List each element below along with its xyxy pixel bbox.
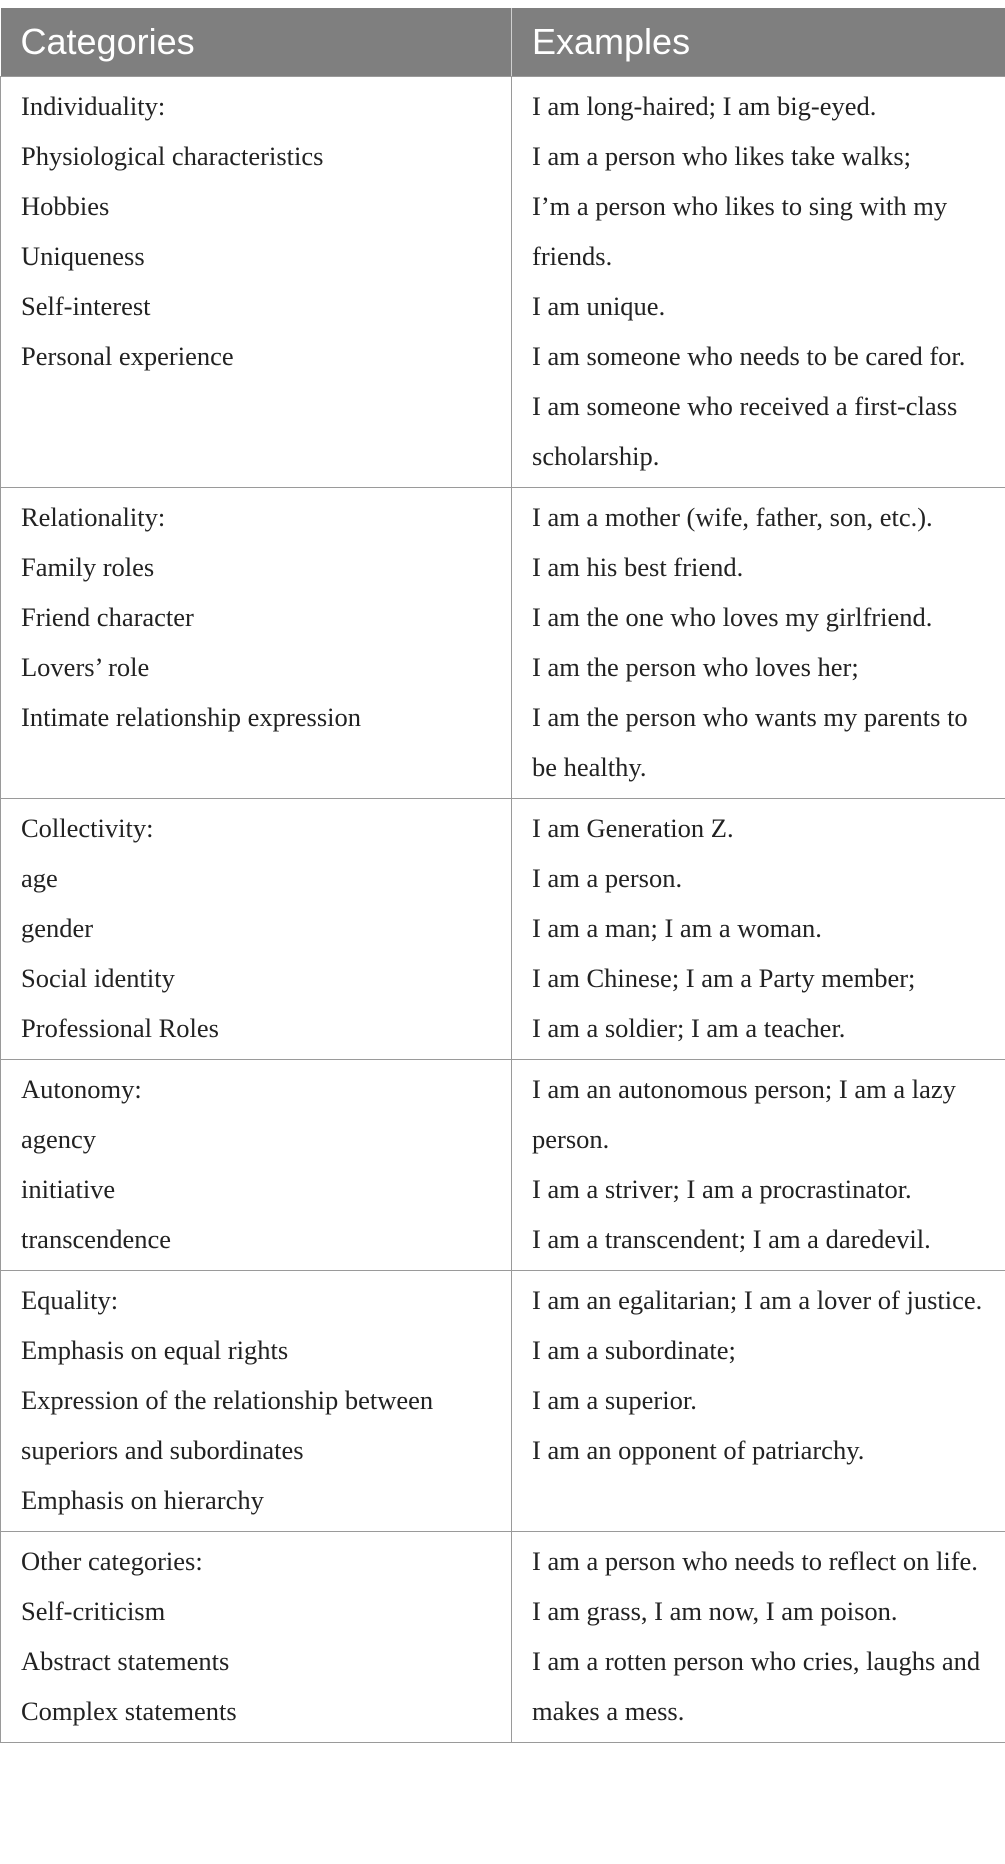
category-line: Equality: — [21, 1285, 119, 1315]
example-line: I am his best friend. — [532, 552, 744, 582]
categories-cell — [1, 799, 512, 1060]
examples-cell — [512, 799, 1005, 1060]
example-line: I am an autonomous person; I am a lazy person. — [532, 1074, 956, 1154]
example-line: I am a superior. — [532, 1385, 697, 1415]
categories-cell — [1, 1271, 512, 1532]
category-line: initiative — [21, 1174, 116, 1204]
category-line: transcendence — [21, 1224, 172, 1254]
category-line: Relationality: — [21, 502, 166, 532]
category-line: gender — [21, 913, 94, 943]
table-row — [1, 799, 1005, 1060]
example-line: I am a soldier; I am a teacher. — [532, 1013, 846, 1043]
table-row — [1, 77, 1005, 488]
category-line: Self-interest — [21, 291, 151, 321]
category-line: Lovers’ role — [21, 652, 150, 682]
example-line: I am a striver; I am a procrastinator. — [532, 1174, 912, 1204]
example-line: I am Chinese; I am a Party member; — [532, 963, 916, 993]
category-line: Collectivity: — [21, 813, 154, 843]
example-line: I am a mother (wife, father, son, etc.). — [532, 502, 933, 532]
example-line: I am a man; I am a woman. — [532, 913, 822, 943]
category-line: Autonomy: — [21, 1074, 142, 1104]
table-row — [1, 1060, 1005, 1271]
example-line: I am grass, I am now, I am poison. — [532, 1596, 898, 1626]
example-line: I am the person who loves her; — [532, 652, 859, 682]
example-line: I am a transcendent; I am a daredevil. — [532, 1224, 931, 1254]
example-line: I am the person who wants my parents to be healthy. — [532, 702, 968, 782]
categories-table — [0, 8, 1005, 1743]
table-row — [1, 1271, 1005, 1532]
table-header-row — [1, 8, 1005, 77]
example-line: I’m a person who likes to sing with my friends. — [532, 191, 948, 271]
categories-cell — [1, 1060, 512, 1271]
category-line: Abstract statements — [21, 1646, 230, 1676]
examples-cell — [512, 1271, 1005, 1532]
example-line: I am an opponent of patriarchy. — [532, 1435, 865, 1465]
example-line: I am unique. — [532, 291, 666, 321]
example-line: I am someone who received a first-class scholarship. — [532, 391, 958, 471]
category-line: Emphasis on hierarchy — [21, 1485, 264, 1515]
category-line: Expression of the relationship between superiors and subordinates — [21, 1385, 434, 1465]
category-line: Family roles — [21, 552, 155, 582]
examples-cell — [512, 1060, 1005, 1271]
example-line: I am an egalitarian; I am a lover of justice. — [532, 1285, 983, 1315]
category-line: Friend character — [21, 602, 194, 632]
examples-cell — [512, 77, 1005, 488]
category-line: Self-criticism — [21, 1596, 166, 1626]
examples-cell — [512, 1532, 1005, 1743]
table-body — [1, 77, 1005, 1743]
category-line: agency — [21, 1124, 97, 1154]
example-line: I am someone who needs to be cared for. — [532, 341, 966, 371]
category-line: Hobbies — [21, 191, 110, 221]
category-line: Personal experience — [21, 341, 234, 371]
category-line: Emphasis on equal rights — [21, 1335, 289, 1365]
header-categories: Categories — [1, 8, 512, 77]
categories-table-container — [0, 8, 1005, 1743]
categories-cell — [1, 77, 512, 488]
category-line: Uniqueness — [21, 241, 145, 271]
example-line: I am a subordinate; — [532, 1335, 736, 1365]
categories-cell — [1, 488, 512, 799]
category-line: Professional Roles — [21, 1013, 219, 1043]
example-line: I am a person who likes take walks; — [532, 141, 911, 171]
category-line: Physiological characteristics — [21, 141, 324, 171]
examples-cell — [512, 488, 1005, 799]
table-row — [1, 1532, 1005, 1743]
table-row — [1, 488, 1005, 799]
header-examples: Examples — [512, 8, 1005, 77]
category-line: Social identity — [21, 963, 175, 993]
category-line: Individuality: — [21, 91, 166, 121]
example-line: I am a rotten person who cries, laughs and makes a mess. — [532, 1646, 981, 1726]
category-line: Complex statements — [21, 1696, 237, 1726]
category-line: Intimate relationship expression — [21, 702, 361, 732]
category-line: age — [21, 863, 58, 893]
example-line: I am the one who loves my girlfriend. — [532, 602, 933, 632]
example-line: I am long-haired; I am big-eyed. — [532, 91, 877, 121]
category-line: Other categories: — [21, 1546, 203, 1576]
example-line: I am a person who needs to reflect on life. — [532, 1546, 978, 1576]
categories-cell — [1, 1532, 512, 1743]
example-line: I am a person. — [532, 863, 683, 893]
example-line: I am Generation Z. — [532, 813, 734, 843]
